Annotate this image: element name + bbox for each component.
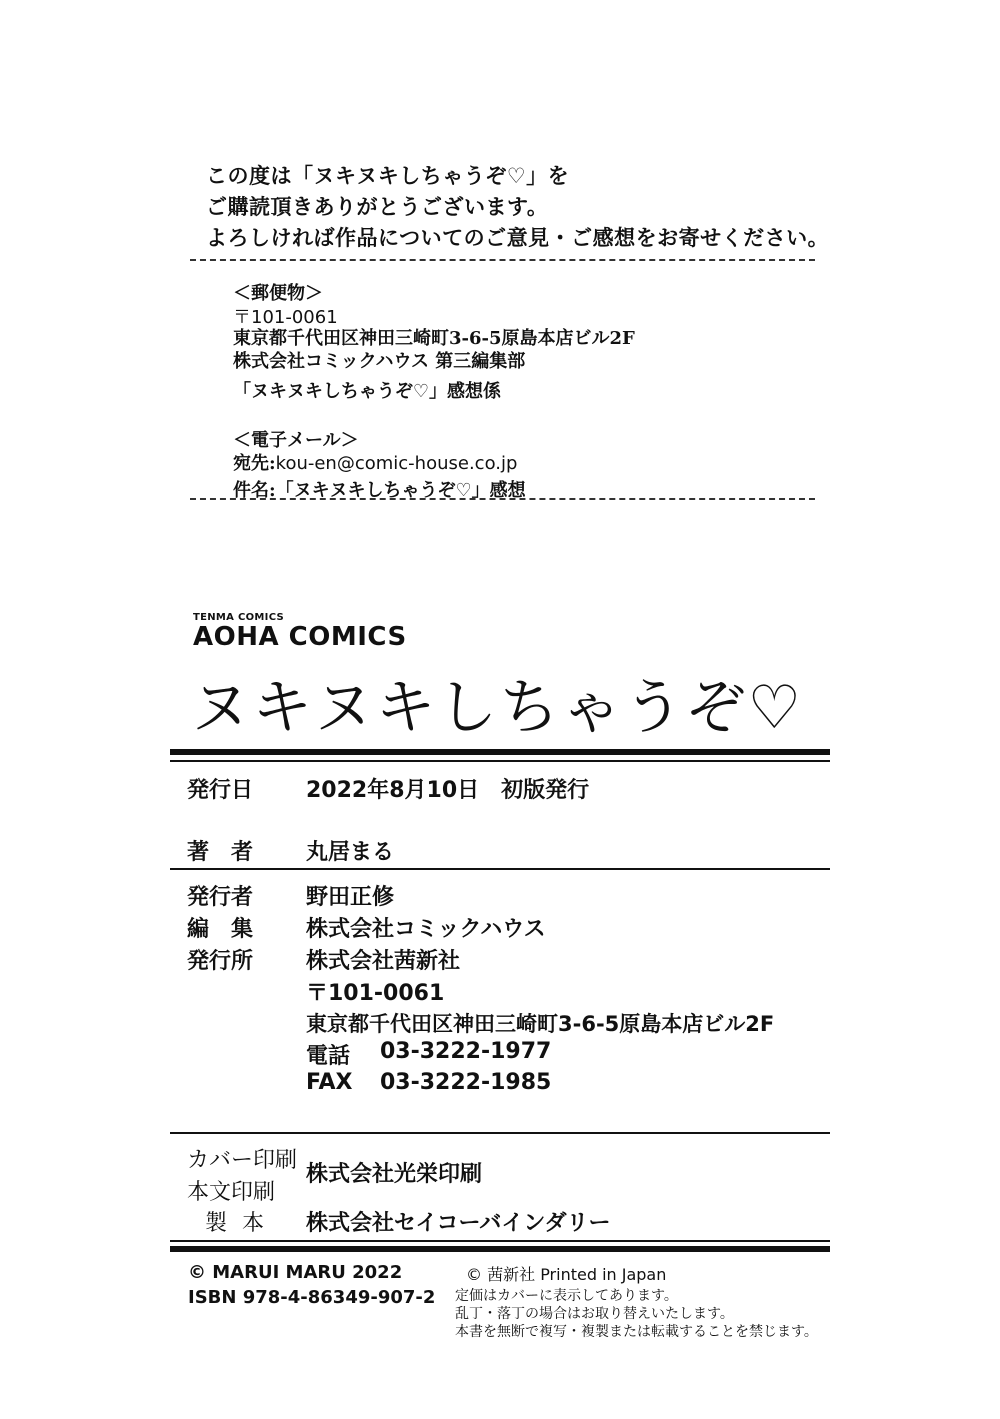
tel-value: 03-3222-1977: [380, 1039, 552, 1064]
rule-thick-top: [170, 749, 830, 755]
email-subject-value: 「ヌキヌキしちゃうぞ♡」感想: [275, 480, 526, 501]
rule-author: [170, 868, 830, 870]
publisher-label: 発行所: [187, 949, 254, 974]
email-to: [233, 449, 517, 475]
cover-print-label: カバー印刷: [187, 1148, 298, 1173]
postal-attn: 「ヌキヌキしちゃうぞ♡」感想係: [233, 381, 501, 402]
printed-in: Printed in Japan: [540, 1265, 667, 1284]
imprint-label: TENMA COMICS: [193, 612, 285, 623]
email-heading: ＜電子メール＞: [233, 430, 359, 451]
intro-line-1: この度は「ヌキヌキしちゃうぞ♡」を: [206, 163, 570, 188]
postal-address: 東京都千代田区神田三崎町3-6-5原島本店ビル2F: [233, 328, 635, 349]
fax-value: 03-3222-1985: [380, 1070, 552, 1095]
dashed-divider-top: [190, 259, 815, 261]
tel-label: 電話: [306, 1044, 351, 1069]
rule-thin-top: [170, 760, 830, 762]
isbn: ISBN 978-4-86349-907-2: [188, 1287, 436, 1308]
email-subject-label: 件名:: [233, 480, 276, 501]
email-address: kou-en@comic-house.co.jp: [275, 453, 518, 474]
postal-heading: ＜郵便物＞: [233, 283, 323, 304]
publisher-copy: © 茜新社: [466, 1265, 536, 1284]
binding-label: 製 本: [205, 1211, 268, 1236]
publisher-person-value: 野田正修: [306, 885, 395, 910]
body-print-label: 本文印刷: [187, 1180, 276, 1205]
intro-line-2: ご購読頂きありがとうございます。: [206, 194, 549, 219]
note-price: 定価はカバーに表示してあります。: [455, 1288, 678, 1304]
rule-thick-bottom: [170, 1246, 830, 1252]
publisher-address: 東京都千代田区神田三崎町3-6-5原島本店ビル2F: [306, 1012, 775, 1036]
note-replacement: 乱丁・落丁の場合はお取り替えいたします。: [455, 1306, 734, 1322]
print-value: 株式会社光栄印刷: [306, 1162, 483, 1187]
book-title: ヌキヌキしちゃうぞ♡: [190, 673, 804, 743]
binding-value: 株式会社セイコーバインダリー: [306, 1211, 611, 1236]
editor-value: 株式会社コミックハウス: [306, 917, 546, 942]
publisher-zip: 〒101-0061: [306, 981, 445, 1006]
editor-label: 編 集: [187, 917, 254, 942]
author-value: 丸居まる: [306, 840, 395, 865]
publisher-copyright: [466, 1262, 666, 1285]
rule-printing: [170, 1132, 830, 1134]
fax-label: FAX: [306, 1070, 353, 1095]
issue-label: 発行日: [187, 778, 254, 803]
publisher-value: 株式会社茜新社: [306, 949, 461, 974]
rule-thin-bottom: [170, 1240, 830, 1242]
intro-line-3: よろしければ作品についてのご意見・ご感想をお寄せください。: [206, 225, 830, 250]
issue-value: 2022年8月10日 初版発行: [306, 778, 590, 803]
note-copyright: 本書を無断で複写・複製または転載することを禁じます。: [455, 1324, 818, 1340]
email-to-label: 宛先:: [233, 453, 276, 474]
copyright: © MARUI MARU 2022: [188, 1262, 403, 1283]
imprint-logo: AOHA COMICS: [193, 622, 407, 652]
author-label: 著 者: [187, 840, 254, 865]
postal-company: 株式会社コミックハウス 第三編集部: [233, 351, 526, 372]
dashed-divider-bottom: [190, 498, 815, 500]
postal-zip: 〒101-0061: [233, 307, 338, 328]
publisher-person-label: 発行者: [187, 885, 254, 910]
